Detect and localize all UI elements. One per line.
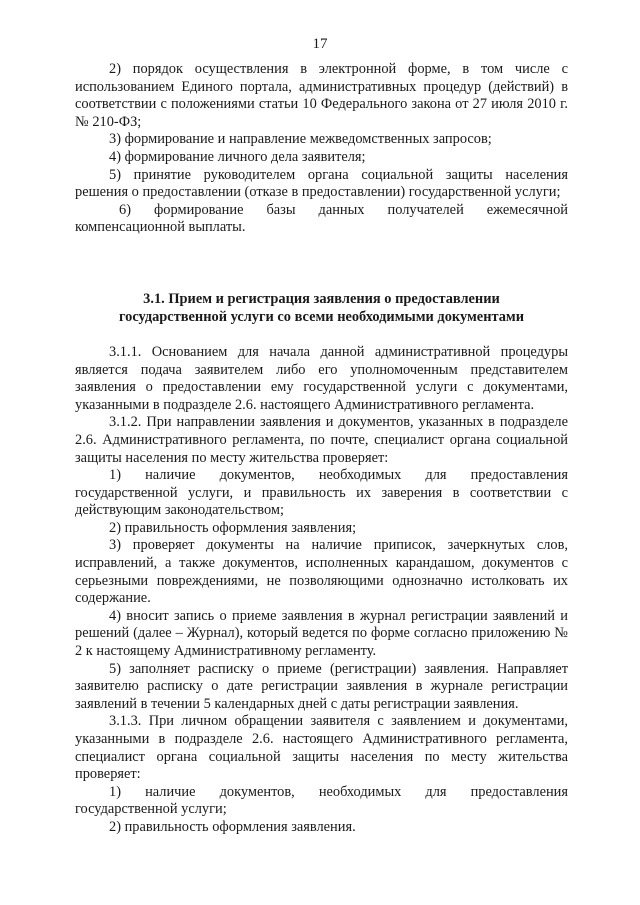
spacer bbox=[75, 326, 568, 344]
list-item: 1) наличие документов, необходимых для предоставления государственной услуги, и правильность их заверения в соответствии с действующим законодательством; bbox=[75, 467, 568, 519]
list-item: 3) проверяет документы на наличие приписок, зачеркнутых слов, исправлений, а также документов, исполненных карандашом, документов с серьезными повреждениями, не позволяющими однозначно истолковать их содержание. bbox=[75, 537, 568, 607]
spacer bbox=[75, 237, 568, 290]
list-item: 1) наличие документов, необходимых для предоставления государственной услуги; bbox=[75, 783, 568, 818]
list-item: 4) формирование личного дела заявителя; bbox=[109, 148, 366, 165]
list-item: 6) формирование базы данных получателей ежемесячной компенсационной выплаты. bbox=[75, 201, 568, 236]
paragraph: 3.1.2. При направлении заявления и документов, указанных в подразделе 2.6. Административного регламента, по почте, специалист органа социальной защиты населения по месту жительства проверяет: bbox=[75, 414, 568, 466]
paragraph: 3.1.1. Основанием для начала данной административной процедуры является подача заявителем либо его уполномоченным представителем заявления о предоставлении ему государственной услуги с документами, указанными в подразделе 2.6. настоящего Административного регламента. bbox=[75, 343, 568, 413]
list-item: 2) порядок осуществления в электронной форме, в том числе с использованием Единого портала, административных процедур (действий) в соответствии с положениями статьи 10 Федерального закона от 27 июля 2010 г. № 210-ФЗ; bbox=[75, 61, 568, 130]
list-item: 5) заполняет расписку о приеме (регистрации) заявления. Направляет заявителю расписку о дате регистрации заявления в журнале регистрации заявлений в течении 5 календарных дней с даты регистрации заявления. bbox=[75, 660, 568, 712]
list-item: 3) формирование и направление межведомственных запросов; bbox=[109, 131, 492, 148]
list-item: 5) принятие руководителем органа социальной защиты населения решения о предоставлении (отказе в предоставлении) государственной услуги; bbox=[75, 166, 568, 201]
page-content bbox=[75, 61, 568, 837]
list-item: 2) правильность оформления заявления; bbox=[109, 519, 357, 536]
page-number: 17 bbox=[312, 36, 328, 52]
paragraph: 3.1.3. При личном обращении заявителя с заявлением и документами, указанными в подразделе 2.6. настоящего Административного регламента, специалист органа социальной защиты населения по месту жительства проверяет: bbox=[75, 713, 568, 783]
section-heading: 3.1. Прием и регистрация заявления о предоставлении государственной услуги со всеми необходимыми документами bbox=[118, 290, 525, 325]
list-item: 4) вносит запись о приеме заявления в журнал регистрации заявлений и решений (далее – Журнал), который ведется по форме согласно приложению № 2 к настоящему Административному регламенту. bbox=[75, 607, 568, 660]
list-item: 2) правильность оформления заявления. bbox=[109, 818, 356, 835]
